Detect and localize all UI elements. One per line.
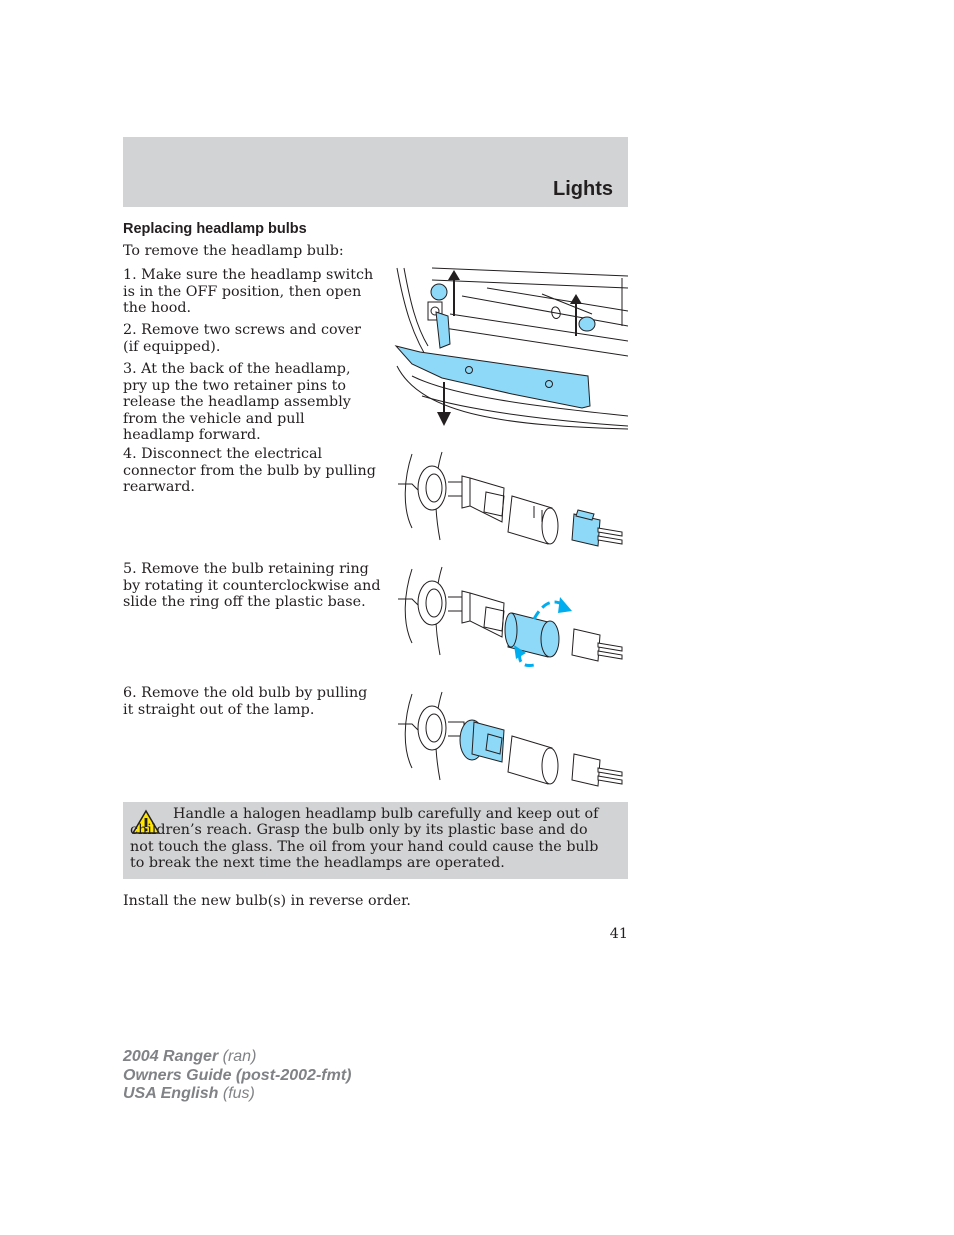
headlamp-cover-illustration <box>392 266 628 432</box>
footer-line-3 <box>123 1085 351 1104</box>
footer-model: 2004 Ranger <box>123 1048 219 1065</box>
retaining-ring-illustration <box>394 563 628 671</box>
step-6: 6. Remove the old bulb by pulling it straight out of the lamp. <box>123 685 368 718</box>
page-number: 41 <box>609 926 628 942</box>
connector-illustration <box>394 448 628 550</box>
step-4: 4. Disconnect the electrical connector from the bulb by pulling rearward. <box>123 446 376 496</box>
footer-language: USA English <box>123 1085 219 1102</box>
footer <box>123 1048 351 1104</box>
section-title: Lights <box>553 178 613 200</box>
footer-model-code: (ran) <box>222 1048 257 1065</box>
intro-text: To remove the headlamp bulb: <box>123 243 344 259</box>
step-2: 2. Remove two screws and cover (if equipped). <box>123 322 361 355</box>
bulb-removal-illustration <box>394 688 628 790</box>
warning-text: Handle a halogen headlamp bulb carefully and keep out of children’s reach. Grasp the bulb only by its plastic base and do not touch the glass. The oil from your hand could cause the bulb to break the next time the headlamps are operated. <box>130 806 599 872</box>
footer-guide: Owners Guide (post-2002-fmt) <box>123 1066 352 1084</box>
warning-box <box>123 802 628 879</box>
subheading: Replacing headlamp bulbs <box>123 221 307 237</box>
step-3: 3. At the back of the headlamp, pry up the two retainer pins to release the headlamp assembly from the vehicle and pull headlamp forward. <box>123 361 351 444</box>
step-5: 5. Remove the bulb retaining ring by rotating it counterclockwise and slide the ring off the plastic base. <box>123 561 381 611</box>
footer-line-1 <box>123 1048 351 1067</box>
footer-language-code: (fus) <box>222 1085 255 1102</box>
step-1: 1. Make sure the headlamp switch is in the OFF position, then open the hood. <box>123 267 374 317</box>
section-header-band <box>123 137 628 207</box>
closing-text: Install the new bulb(s) in reverse order. <box>123 893 411 909</box>
footer-line-2 <box>123 1067 351 1086</box>
